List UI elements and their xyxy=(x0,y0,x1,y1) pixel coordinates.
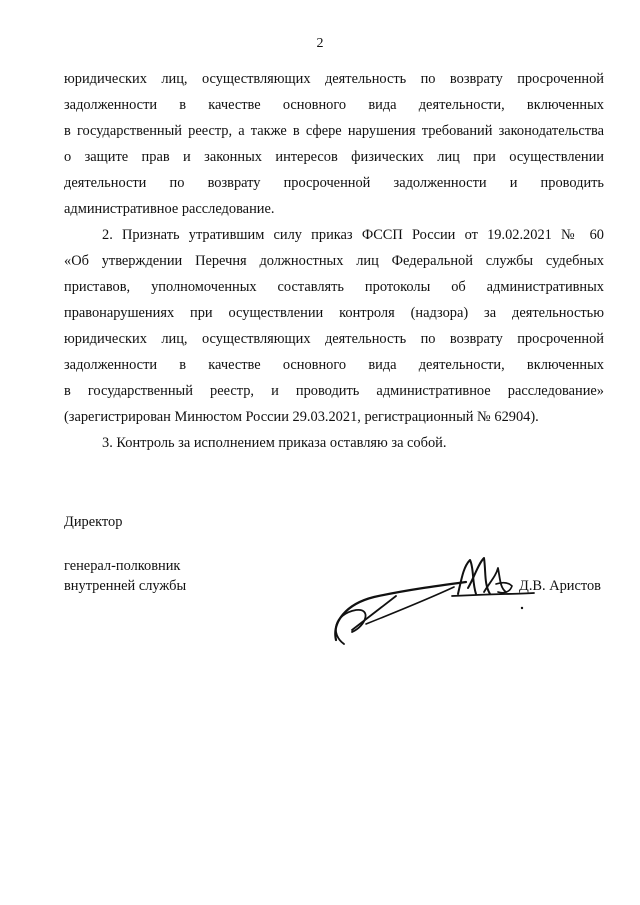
paragraph-1 xyxy=(64,66,604,222)
page-number: 2 xyxy=(316,36,324,51)
document-body xyxy=(64,66,604,456)
paragraph-2-line: задолженности в качестве основного вида деятельности, включенных xyxy=(64,357,604,373)
paragraph-2-line: «Об утверждении Перечня должностных лиц Федеральной службы судебных xyxy=(64,253,604,269)
rank-line-2: внутренней службы xyxy=(64,578,187,594)
handwritten-signature-icon xyxy=(326,542,536,652)
paragraph-1-line: задолженности в качестве основного вида деятельности, включенных xyxy=(64,97,604,113)
paragraph-1-line: в государственный реестр, а также в сфере нарушения требований законодательства xyxy=(64,123,604,139)
paragraph-2-line: в государственный реестр, и проводить административное расследование» xyxy=(64,383,604,399)
paragraph-1-line: административное расследование. xyxy=(64,201,275,217)
paragraph-2-line: правонарушениях при осуществлении контроля (надзора) за деятельностью xyxy=(64,305,604,321)
position-title: Директор xyxy=(64,514,123,530)
paragraph-2-line: (зарегистрирован Минюстом России 29.03.2021, регистрационный № 62904). xyxy=(64,409,539,425)
paragraph-2 xyxy=(64,222,604,430)
paragraph-3: 3. Контроль за исполнением приказа оставляю за собой. xyxy=(102,435,447,451)
paragraph-1-line: юридических лиц, осуществляющих деятельность по возврату просроченной xyxy=(64,71,604,87)
paragraph-1-line: о защите прав и законных интересов физических лиц при осуществлении xyxy=(64,149,604,165)
signer-name: Д.В. Аристов xyxy=(519,578,601,594)
paragraph-2-line: 2. Признать утратившим силу приказ ФССП России от 19.02.2021 № 60 xyxy=(102,227,604,243)
paragraph-2-line: приставов, уполномоченных составлять протоколы об административных xyxy=(64,279,604,295)
paragraph-1-line: деятельности по возврату просроченной задолженности и проводить xyxy=(64,175,604,191)
paragraph-2-line: юридических лиц, осуществляющих деятельность по возврату просроченной xyxy=(64,331,604,347)
rank-line-1: генерал-полковник xyxy=(64,558,181,574)
